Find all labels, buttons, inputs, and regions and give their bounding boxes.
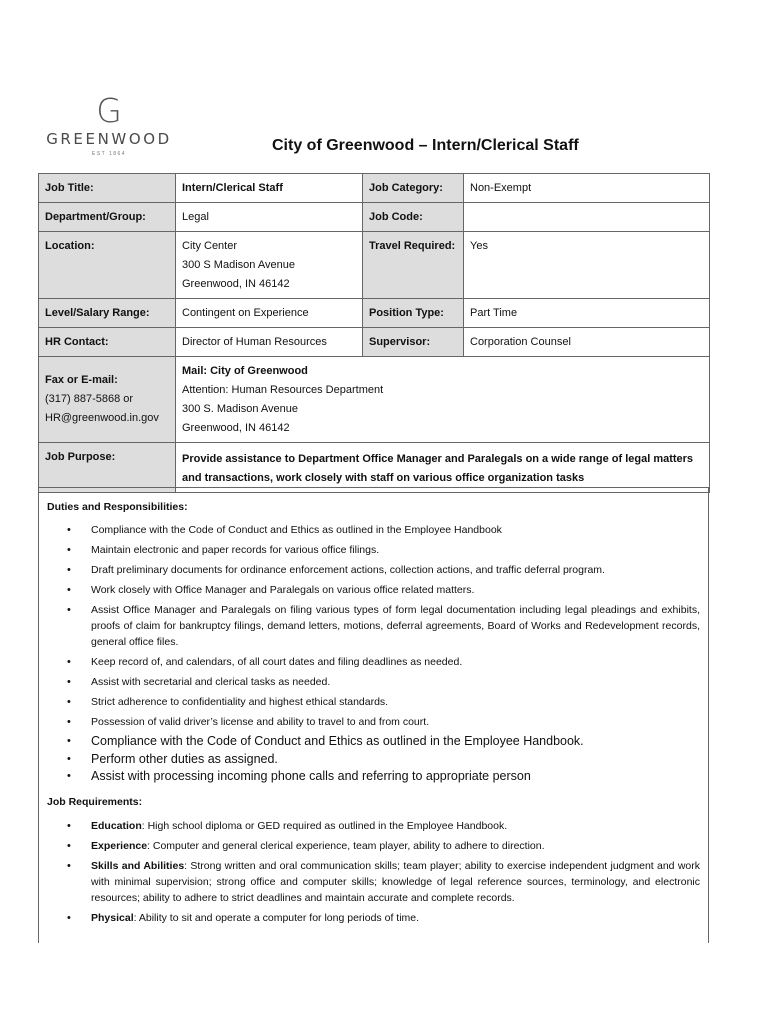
list-item <box>39 858 708 906</box>
requirement-text: : Computer and general clerical experience, team player, ability to adhere to direction. <box>147 840 545 852</box>
mail-line: Greenwood, IN 46142 <box>182 422 290 434</box>
duties-section <box>38 487 709 943</box>
duties-list <box>39 522 708 734</box>
location-line: Greenwood, IN 46142 <box>182 278 290 290</box>
supervisor-value: Corporation Counsel <box>464 328 710 357</box>
logo-wordmark: GREENWOOD <box>46 130 172 148</box>
location-label: Location: <box>39 232 176 299</box>
fax-phone: (317) 887-5868 or <box>45 393 134 405</box>
fax-email: HR@greenwood.in.gov <box>45 412 159 424</box>
requirement-text: : Ability to sit and operate a computer for long periods of time. <box>133 912 420 924</box>
department-value: Legal <box>176 203 363 232</box>
hr-contact-value: Director of Human Resources <box>176 328 363 357</box>
list-item: • Keep record of, and calendars, of all court dates and filing deadlines as needed. <box>39 654 708 670</box>
hr-contact-label: HR Contact: <box>39 328 176 357</box>
location-value <box>176 232 363 299</box>
purpose-value: Provide assistance to Department Office Manager and Paralegals on a wide range of legal matters and transactions, work closely with staff on various office organization tasks <box>176 443 710 493</box>
list-item: • Perform other duties as assigned. <box>39 751 708 769</box>
purpose-label: Job Purpose: <box>39 443 176 493</box>
requirement-term: Experience <box>91 840 148 852</box>
job-title-value: Intern/Clerical Staff <box>176 174 363 203</box>
requirements-list <box>39 818 708 930</box>
greenwood-logo <box>44 91 174 157</box>
mail-heading: Mail: City of Greenwood <box>182 365 308 377</box>
duties-heading: Duties and Responsibilities: <box>47 501 188 513</box>
table-row <box>39 328 710 357</box>
job-code-value <box>464 203 710 232</box>
job-title-label: Job Title: <box>39 174 176 203</box>
list-item: • Compliance with the Code of Conduct and Ethics as outlined in the Employee Handbook. <box>39 733 708 751</box>
table-row <box>39 299 710 328</box>
travel-value: Yes <box>464 232 710 299</box>
list-item: • Maintain electronic and paper records for various office filings. <box>39 542 708 558</box>
mail-line: 300 S. Madison Avenue <box>182 403 298 415</box>
duties-extra-list <box>39 733 708 786</box>
fax-label: Fax or E-mail: <box>45 374 118 386</box>
requirement-text: : Strong written and oral communication skills; team player; ability to exercise independent judgment and work with minimal supervision; strong office and computer skills; knowledge of legal reference sources, terminology, and electronic resources; ability to adhere to strict deadlines and maintain accurate and complete records. <box>91 860 700 904</box>
job-info-table <box>38 173 710 493</box>
list-item: • Strict adherence to confidentiality and highest ethical standards. <box>39 694 708 710</box>
requirement-term: Education <box>91 820 142 832</box>
list-item <box>39 910 708 926</box>
list-item <box>39 818 708 834</box>
page-title: City of Greenwood – Intern/Clerical Staff <box>272 137 579 154</box>
requirement-term: Physical <box>91 912 134 924</box>
position-type-label: Position Type: <box>363 299 464 328</box>
list-item: • Work closely with Office Manager and Paralegals on various office related matters. <box>39 582 708 598</box>
requirements-heading: Job Requirements: <box>47 796 143 808</box>
table-row <box>39 357 710 443</box>
travel-label: Travel Required: <box>363 232 464 299</box>
position-type-value: Part Time <box>464 299 710 328</box>
logo-est: EST 1864 <box>91 151 127 157</box>
job-category-value: Non-Exempt <box>464 174 710 203</box>
fax-email-cell <box>39 357 176 443</box>
table-row <box>39 232 710 299</box>
table-row <box>39 174 710 203</box>
table-row <box>39 443 710 493</box>
list-item: • Assist with secretarial and clerical tasks as needed. <box>39 674 708 690</box>
list-item: • Draft preliminary documents for ordinance enforcement actions, collection actions, and traffic deferral program. <box>39 562 708 578</box>
list-item: • Assist with processing incoming phone calls and referring to appropriate person <box>39 768 708 786</box>
level-label: Level/Salary Range: <box>39 299 176 328</box>
list-item: • Possession of valid driver’s license and ability to travel to and from court. <box>39 714 708 730</box>
supervisor-label: Supervisor: <box>363 328 464 357</box>
location-line: City Center <box>182 240 238 252</box>
level-value: Contingent on Experience <box>176 299 363 328</box>
job-code-label: Job Code: <box>363 203 464 232</box>
job-category-label: Job Category: <box>363 174 464 203</box>
mail-address-cell <box>176 357 710 443</box>
list-item: • Compliance with the Code of Conduct and Ethics as outlined in the Employee Handbook <box>39 522 708 538</box>
location-line: 300 S Madison Avenue <box>182 259 295 271</box>
department-label: Department/Group: <box>39 203 176 232</box>
mail-line: Attention: Human Resources Department <box>182 384 384 396</box>
requirement-text: : High school diploma or GED required as outlined in the Employee Handbook. <box>141 820 508 832</box>
requirement-term: Skills and Abilities <box>91 860 185 872</box>
logo-letter: G <box>96 91 122 130</box>
list-item: • Assist Office Manager and Paralegals on filing various types of form legal documentation including legal pleadings and exhibits, proofs of claim for bankruptcy filings, demand letters, motions, deferral agreements, Board of Works and Redevelopment records, general office files. <box>39 602 708 650</box>
table-row <box>39 203 710 232</box>
list-item <box>39 838 708 854</box>
